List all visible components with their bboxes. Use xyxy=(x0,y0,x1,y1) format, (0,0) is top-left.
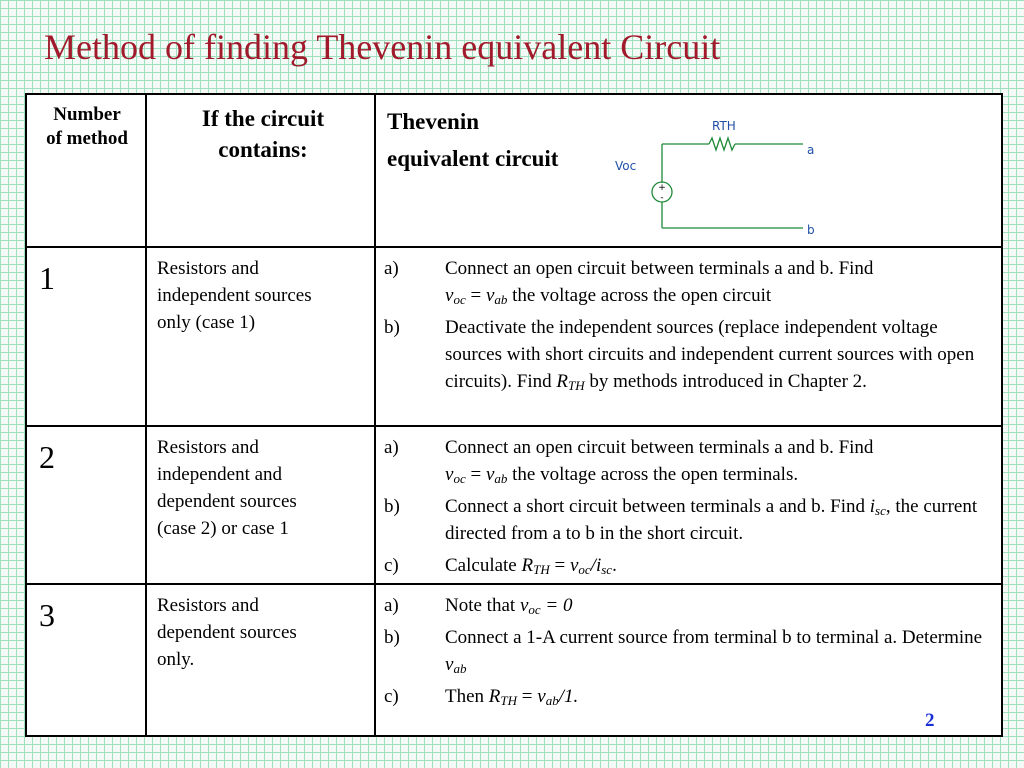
step-item: b) Connect a short circuit between terminals a and b. Find $i_{sc}$, the current directed from a to b in the short circuit. xyxy=(384,496,978,544)
header-thevenin-equivalent: Thevenin equivalent circuit xyxy=(387,109,559,171)
circuit-svg xyxy=(607,104,863,244)
circuit-contains-3: Resistors and dependent sources only. xyxy=(157,595,297,670)
step-item: b) Deactivate the independent sources (replace independent voltage sources with short circuits and independent current sources with open circuits). Find $R_{TH}$ by methods introduced in Chapter 2. xyxy=(384,317,975,393)
slide-title: Method of finding Thevenin equivalent Circuit xyxy=(44,27,721,67)
row-divider xyxy=(27,425,1001,427)
method-number-2: 2 xyxy=(39,439,55,475)
circuit-contains-1: Resistors and independent sources only (case 1) xyxy=(157,258,312,333)
method-number-3: 3 xyxy=(39,597,55,633)
step-item: c) Then $R_{TH} = v_{ab}/1$. xyxy=(384,686,579,708)
method-number-1: 1 xyxy=(39,260,55,296)
column-divider xyxy=(374,95,376,735)
source-plus-sign: + xyxy=(658,183,666,193)
terminal-b-label: b xyxy=(807,223,815,237)
step-item: b) Connect a 1-A current source from terminal b to terminal a. Determine $v_{ab}$ xyxy=(384,627,983,676)
methods-table xyxy=(25,93,1003,737)
thevenin-steps-2 xyxy=(384,434,994,584)
circuit-contains-2: Resistors and independent and dependent sources (case 2) or case 1 xyxy=(157,437,297,539)
resistor-symbol xyxy=(709,138,735,150)
row-divider xyxy=(27,246,1001,248)
thevenin-steps-3 xyxy=(384,592,994,715)
step-item: c) Calculate $R_{TH} = v_{oc}/i_{sc}$. xyxy=(384,555,617,577)
header-circuit-contains: If the circuit contains: xyxy=(201,106,325,162)
rth-label: RTH xyxy=(712,119,736,133)
header-number-of-method: Number of method xyxy=(46,104,128,149)
step-item: a) Note that $v_{oc} = 0$ xyxy=(384,595,573,617)
terminal-a-label: a xyxy=(807,143,815,157)
step-item: a) Connect an open circuit between terminals a and b. Find $v_{oc} = v_{ab}$ the voltage across the open circuit xyxy=(384,258,874,307)
thevenin-circuit-diagram xyxy=(607,104,863,244)
step-item: a) Connect an open circuit between terminals a and b. Find $v_{oc} = v_{ab}$ the voltage across the open terminals. xyxy=(384,437,874,486)
voc-label: Voc xyxy=(615,159,637,173)
page-number: 2 xyxy=(925,710,935,731)
source-minus-sign: - xyxy=(660,193,664,203)
thevenin-steps-1 xyxy=(384,255,994,400)
column-divider xyxy=(145,95,147,735)
